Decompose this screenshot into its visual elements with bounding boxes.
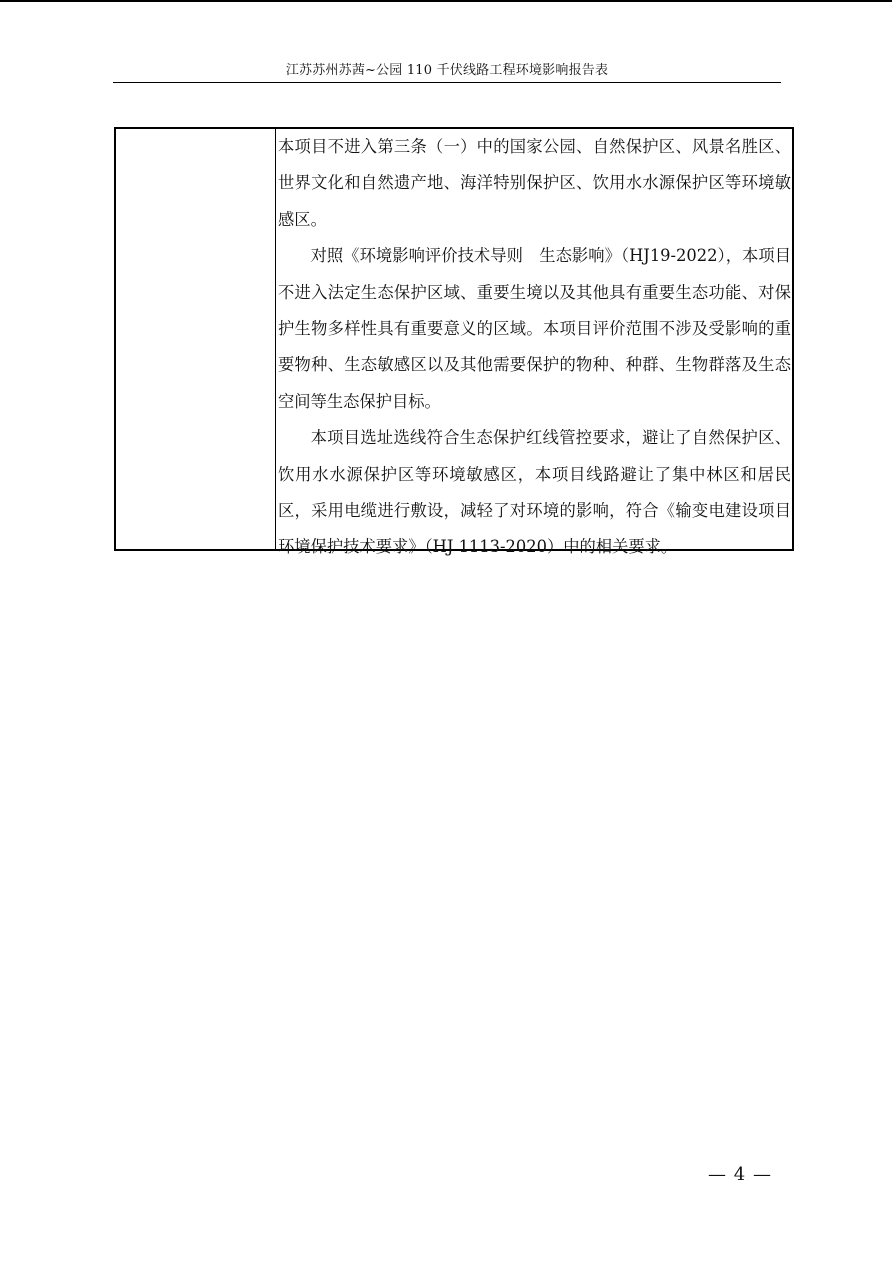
paragraph-sensitive-areas: 本项目不进入第三条（一）中的国家公园、自然保护区、风景名胜区、世界文化和自然遗产地、海洋特别保护区、饮用水水源保护区等环境敏感区。: [278, 137, 791, 229]
table-left-cell: [116, 129, 276, 549]
page-number: — 4 —: [708, 1164, 772, 1185]
header-divider: [113, 82, 781, 83]
content-table: [114, 127, 794, 557]
page-top-border: [0, 0, 892, 2]
page-header-title: 江苏苏州苏茜~公园 110 千伏线路工程环境影响报告表: [285, 63, 609, 78]
paragraph-site-selection: 本项目选址选线符合生态保护红线管控要求，避让了自然保护区、饮用水水源保护区等环境敏感区，本项目线路避让了集中林区和居民区，采用电缆进行敷设，减轻了对环境的影响，符合《输变电建设项目环境保护技术要求》（HJ 1113-2020）中的相关要求。: [278, 428, 791, 557]
table-right-cell: [276, 129, 792, 557]
paragraph-ecological-guideline: 对照《环境影响评价技术导则 生态影响》（HJ19-2022），本项目不进入法定生态保护区域、重要生境以及其他具有重要生态功能、对保护生物多样性具有重要意义的区域。本项目评价范围不涉及受影响的重要物种、生态敏感区以及其他需要保护的物种、种群、生物群落及生态空间等生态保护目标。: [278, 246, 791, 411]
